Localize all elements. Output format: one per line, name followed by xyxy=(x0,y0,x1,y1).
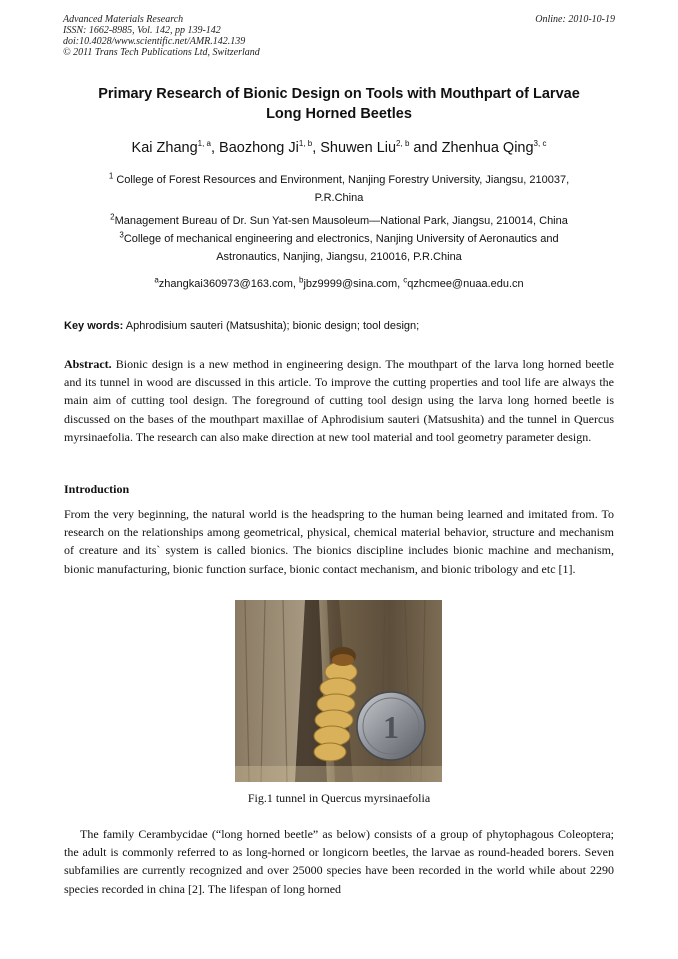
larva-tunnel-photo xyxy=(235,600,442,782)
author-emails xyxy=(64,276,614,294)
email-address[interactable]: jbz9999@sina.com, xyxy=(303,278,404,290)
journal-name: Advanced Materials Research xyxy=(63,14,184,25)
paper-title xyxy=(64,84,614,124)
journal-copyright: © 2011 Trans Tech Publications Ltd, Switzerland xyxy=(63,47,260,58)
author-name: Zhenhua Qing xyxy=(441,140,534,156)
author-name: Baozhong Ji xyxy=(219,140,299,156)
author-name: Kai Zhang xyxy=(131,140,198,156)
svg-text:1: 1 xyxy=(383,709,399,745)
affiliation-text: P.R.China xyxy=(314,191,364,204)
keywords-label: Key words: xyxy=(64,320,124,332)
author-sep: and xyxy=(409,140,442,156)
affiliation-text: Management Bureau of Dr. Sun Yat-sen Mausoleum—National Park, Jiangsu, 210014, China xyxy=(114,215,568,227)
title-line-2: Long Horned Beetles xyxy=(266,106,412,122)
email-sup: c xyxy=(403,275,408,285)
email-sup: b xyxy=(299,275,304,285)
journal-doi[interactable]: doi:10.4028/www.scientific.net/AMR.142.139 xyxy=(63,36,246,47)
abstract xyxy=(64,355,614,446)
author-sep: , xyxy=(312,140,321,156)
email-address[interactable]: zhangkai360973@163.com, xyxy=(158,278,300,290)
affiliation-1 xyxy=(64,172,614,207)
affiliation-text: College of Forest Resources and Environment, Nanjing Forestry University, Jiangsu, 210037, xyxy=(113,174,570,186)
affiliation-sup: 3 xyxy=(119,230,124,240)
affiliation-3 xyxy=(64,231,614,266)
author-sup: 3, c xyxy=(533,139,547,149)
affiliation-text: Astronautics, Nanjing, Jiangsu, 210016, P.R.China xyxy=(216,250,462,263)
author-sup: 1, a xyxy=(197,139,211,149)
figure-1-caption: Fig.1 tunnel in Quercus myrsinaefolia xyxy=(247,791,431,805)
journal-issn: ISSN: 1662-8985, Vol. 142, pp 139-142 xyxy=(63,25,221,36)
intro-paragraph-1: From the very beginning, the natural world is the headspring to the human being learned and imitated from. To research on the relationships among geometrical, physical, chemical material behavior, structure and mechanism of creature and its` system is called bionics. The bionics discipline includes bionic machine and mechanism, bionic manufacturing, bionic function surface, bionic contact mechanism, and bionic tribology and etc [1]. xyxy=(64,507,614,576)
title-line-1: Primary Research of Bionic Design on Tools with Mouthpart of Larvae xyxy=(98,86,580,102)
email-address[interactable]: qzhcmee@nuaa.edu.cn xyxy=(407,278,524,290)
author-sep: , xyxy=(210,140,220,156)
author-name: Shuwen Liu xyxy=(320,140,397,156)
section-heading-introduction: Introduction xyxy=(64,482,130,496)
affiliation-sup: 2 xyxy=(110,212,115,222)
affiliation-2 xyxy=(64,213,614,231)
keywords-text: Aphrodisium sauteri (Matsushita); bionic design; tool design; xyxy=(123,320,420,332)
affiliation-text: College of mechanical engineering and electronics, Nanjing University of Aeronautics and xyxy=(123,233,559,245)
author-sup: 2, b xyxy=(396,139,410,149)
email-sup: a xyxy=(154,275,159,285)
author-sup: 1, b xyxy=(298,139,313,149)
intro-paragraph-2: The family Cerambycidae (“long horned beetle” as below) consists of a group of phytophagous Coleoptera; the adult is commonly referred to as long-horned or longicorn beetles, the larvae as round-headed borers. Seven subfamilies are currently recognized and over 25000 species have been recorded in the world while about 2290 species recorded in china [2]. The lifespan of long horned xyxy=(64,827,614,896)
online-date: Online: 2010-10-19 xyxy=(535,14,615,25)
journal-header xyxy=(63,14,615,58)
figure-1-photo xyxy=(235,600,442,782)
author-list xyxy=(64,139,614,157)
affiliation-sup: 1 xyxy=(108,171,114,181)
abstract-label: Abstract. xyxy=(64,357,112,371)
abstract-text: Bionic design is a new method in engineering design. The mouthpart of the larva long horned beetle and its tunnel in wood are discussed in this article. To improve the cutting properties and tool life are always the main aim of cutting tool design. The foreground of cutting tool design using the larva long horned beetle is discussed on the bases of the mouthpart maxillae of Aphrodisium sauteri (Matsushita) and the tunnel in Quercus myrsinaefolia. The research can also make direction at new tool material and tool geometry parameter design. xyxy=(64,357,614,444)
keywords xyxy=(64,318,614,334)
